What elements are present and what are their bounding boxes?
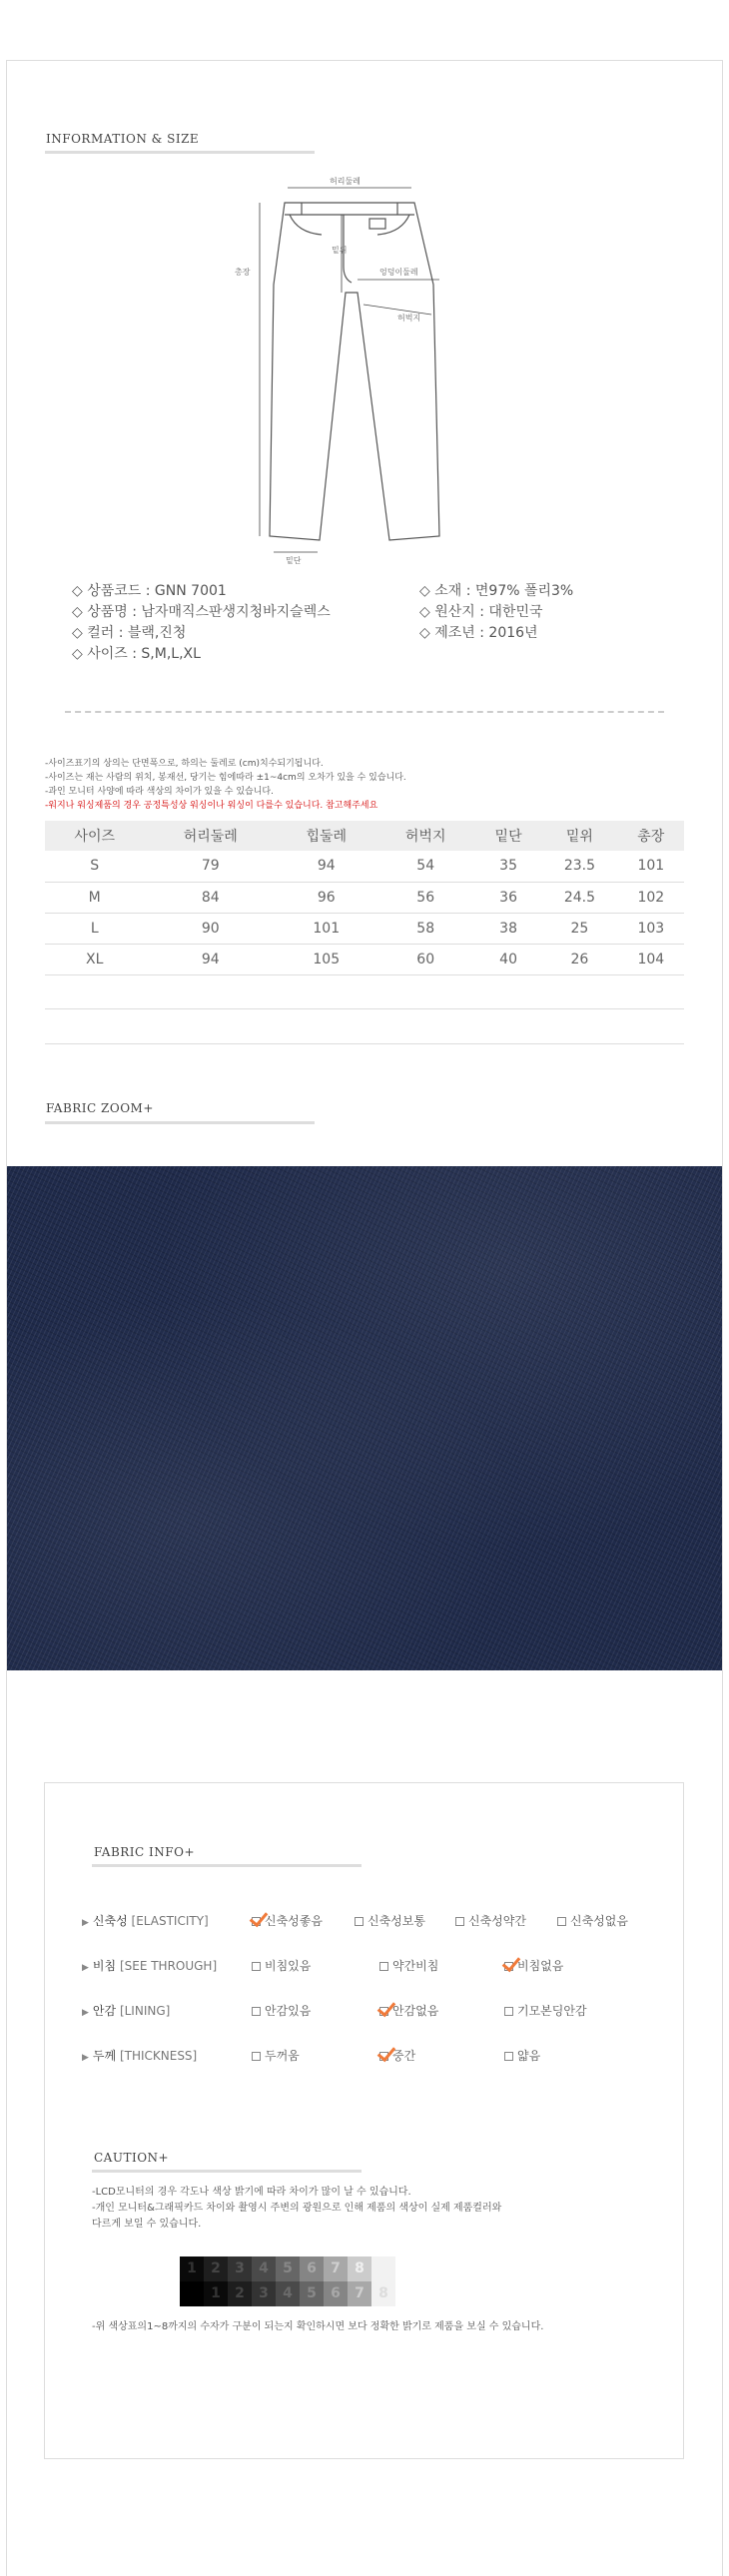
fabric-label-en: [THICKNESS] (119, 2049, 198, 2063)
checkbox-icon (252, 2052, 261, 2061)
option-lining-no (379, 2002, 438, 2019)
table-cell: 35 (475, 851, 541, 882)
header-cell: 힙둘레 (277, 821, 375, 851)
table-cell: 101 (277, 913, 375, 944)
option-elasticity-good (252, 1912, 323, 1929)
caution-line: 다르게 보일 수 있습니다. (92, 2219, 202, 2230)
fabric-row-elasticity (82, 1912, 209, 1929)
header-cell: 밑위 (541, 821, 617, 851)
checkbox-icon (455, 1917, 464, 1926)
product-material: ◇ 소재 : 면97% 폴리3% (419, 583, 574, 599)
arrow-icon: ▶ (82, 2008, 89, 2018)
option-label: 중간 (392, 2049, 416, 2063)
table-cell: 26 (541, 944, 617, 974)
size-notes (45, 757, 406, 813)
table-cell: 56 (375, 882, 474, 913)
brightness-swatch (348, 2256, 371, 2306)
brightness-swatch (228, 2256, 252, 2306)
option-elasticity-normal (355, 1912, 425, 1929)
swatch-number: 8 (355, 2260, 364, 2276)
option-label: 두꺼움 (265, 2049, 300, 2063)
option-thickness-thin (504, 2047, 540, 2064)
swatch-number: 3 (252, 2281, 276, 2306)
option-label: 안감없음 (392, 2004, 439, 2018)
caution-line: -LCD모니터의 경우 각도나 색상 밝기에 따라 차이가 많이 날 수 있습니다. (92, 2187, 411, 2198)
swatch-number: 4 (259, 2260, 269, 2276)
product-code: ◇ 상품코드 : GNN 7001 (72, 583, 227, 599)
product-year: ◇ 제조년 : 2016년 (419, 625, 538, 641)
fabric-zoom-title: FABRIC ZOOM+ (46, 1101, 154, 1115)
table-cell: 54 (375, 851, 474, 882)
table-row (45, 944, 684, 974)
option-label: 비침있음 (265, 1959, 312, 1973)
swatch-number: 5 (283, 2260, 293, 2276)
fabric-label-en: [SEE THROUGH] (119, 1959, 218, 1973)
table-cell: 36 (475, 882, 541, 913)
pants-coin-pocket (369, 219, 385, 229)
option-thickness-medium (379, 2047, 415, 2064)
diagram-label-rise: 밑위 (332, 246, 348, 255)
swatch-number: 5 (300, 2281, 324, 2306)
arrow-icon: ▶ (82, 2053, 89, 2063)
pants-right-pocket (377, 215, 409, 235)
option-label: 약간비침 (392, 1959, 439, 1973)
option-elasticity-slight (455, 1912, 526, 1929)
header-cell: 총장 (618, 821, 684, 851)
fabric-info-title: FABRIC INFO+ (94, 1845, 195, 1859)
table-cell: 94 (144, 944, 277, 974)
table-cell: M (45, 882, 144, 913)
option-see-through-none (504, 1957, 563, 1974)
pants-left-pocket (290, 215, 322, 235)
option-lining-yes (252, 2002, 311, 2019)
table-row (45, 882, 684, 913)
pants-diagram-svg (230, 175, 469, 564)
swatch-number: 2 (211, 2260, 221, 2276)
option-label: 기모본딩안감 (517, 2004, 587, 2018)
fabric-label-en: [ELASTICITY] (131, 1914, 209, 1928)
fabric-label-ko: 신축성 (92, 1914, 128, 1928)
dashed-divider (65, 711, 664, 713)
fabric-info-box (44, 1782, 684, 2459)
header-cell: 사이즈 (45, 821, 144, 851)
brightness-swatch (252, 2256, 276, 2306)
option-label: 신축성보통 (367, 1914, 425, 1928)
table-cell: 38 (475, 913, 541, 944)
table-cell: 24.5 (541, 882, 617, 913)
caution-footer: -위 색상표의1~8까지의 수자가 구분이 되는지 확인하시면 보다 정확한 밝기로 제품을 보실 수 있습니다. (92, 2321, 544, 2332)
table-cell: 84 (144, 882, 277, 913)
size-note-warning: -워지나 워싱제품의 경우 공정특성상 워싱이나 워싱이 다를수 있습니다. 참고해주세요 (45, 801, 378, 811)
size-note: -과인 모니터 사양에 따라 색상의 차이가 있을 수 있습니다. (45, 787, 274, 797)
diagram-label-hip: 엉덩이둘레 (379, 268, 418, 277)
pants-outline (270, 203, 439, 540)
table-cell: XL (45, 944, 144, 974)
table-cell: 101 (618, 851, 684, 882)
table-cell: 58 (375, 913, 474, 944)
table-row (45, 913, 684, 944)
caution-line: -개인 모니터&그래픽카드 차이와 촬영시 주변의 광원으로 인해 제품의 색상이 실제 제품컬러와 (92, 2203, 502, 2214)
caution-rule (92, 2170, 362, 2173)
diagram-label-waist: 허리둘레 (330, 177, 361, 186)
size-note: -사이즈는 재는 사람의 위치, 봉재선, 당기는 힘에따라 ±1~4cm의 오차가 있을 수 있습니다. (45, 773, 406, 783)
swatch-number: 7 (331, 2260, 341, 2276)
fabric-row-thickness (82, 2047, 197, 2064)
fabric-row-lining (82, 2002, 170, 2019)
diagram-label-thigh: 허벅지 (397, 314, 421, 322)
table-cell: 103 (618, 913, 684, 944)
swatch-number: 3 (235, 2260, 245, 2276)
option-lining-fleece (504, 2002, 587, 2019)
option-label: 신축성좋음 (265, 1914, 323, 1928)
checkbox-icon (252, 1962, 261, 1971)
product-color: ◇ 컬러 : 블랙,진청 (72, 625, 187, 641)
checkbox-checked-icon (252, 1917, 261, 1926)
fabric-row-see-through (82, 1957, 217, 1974)
size-table-header (45, 821, 684, 851)
fabric-zoom-rule (45, 1121, 315, 1124)
fabric-label-ko: 비침 (92, 1959, 117, 1973)
swatch-number: 1 (187, 2260, 197, 2276)
option-label: 신축성없음 (570, 1914, 628, 1928)
brightness-swatch (324, 2256, 348, 2306)
info-size-rule (45, 151, 315, 154)
table-cell: 102 (618, 882, 684, 913)
option-thickness-thick (252, 2047, 300, 2064)
product-info-right (419, 581, 573, 644)
table-cell: 23.5 (541, 851, 617, 882)
swatch-number: 7 (348, 2281, 371, 2306)
header-cell: 허리둘레 (144, 821, 277, 851)
table-cell: 25 (541, 913, 617, 944)
diagram-label-hem: 밑단 (286, 556, 302, 564)
swatch-number: 1 (204, 2281, 228, 2306)
size-note: -사이즈표기의 상의는 단면폭으로, 하의는 둘레로 (cm)치수되기됩니다. (45, 759, 324, 769)
option-label: 신축성약간 (468, 1914, 526, 1928)
fabric-label-en: [LINING] (119, 2004, 171, 2018)
fabric-label-ko: 안감 (92, 2004, 117, 2018)
product-info-left (72, 581, 331, 665)
fabric-zoom-image (7, 1166, 722, 1670)
table-cell: 40 (475, 944, 541, 974)
checkbox-icon (504, 2007, 513, 2016)
size-table (45, 821, 684, 975)
swatch-number: 2 (228, 2281, 252, 2306)
brightness-swatch (371, 2256, 395, 2306)
table-cell: 104 (618, 944, 684, 974)
swatch-number: 6 (324, 2281, 348, 2306)
pants-size-diagram (230, 175, 469, 564)
header-cell: 허벅지 (375, 821, 474, 851)
table-cell: 79 (144, 851, 277, 882)
fabric-info-rule (92, 1864, 362, 1867)
table-cell: 94 (277, 851, 375, 882)
header-cell: 밑단 (475, 821, 541, 851)
swatch-number (180, 2281, 204, 2306)
table-cell: S (45, 851, 144, 882)
info-size-title: INFORMATION & SIZE (46, 132, 200, 146)
product-name: ◇ 상품명 : 남자매직스판생지청바지슬렉스 (72, 604, 331, 620)
option-elasticity-none (557, 1912, 628, 1929)
option-label: 안감있음 (265, 2004, 312, 2018)
checkbox-icon (557, 1917, 566, 1926)
checkbox-checked-icon (504, 1962, 513, 1971)
table-cell: 105 (277, 944, 375, 974)
arrow-icon: ▶ (82, 1963, 89, 1973)
checkbox-checked-icon (379, 2007, 388, 2016)
arrow-icon: ▶ (82, 1918, 89, 1928)
swatch-number: 4 (276, 2281, 300, 2306)
option-see-through-yes (252, 1957, 311, 1974)
checkbox-icon (252, 2007, 261, 2016)
table-cell: 60 (375, 944, 474, 974)
table-cell: 90 (144, 913, 277, 944)
swatch-number: 6 (307, 2260, 317, 2276)
checkbox-icon (504, 2052, 513, 2061)
checkbox-icon (379, 1962, 388, 1971)
option-label: 비침없음 (517, 1959, 564, 1973)
brightness-swatch (276, 2256, 300, 2306)
checkbox-icon (355, 1917, 364, 1926)
swatch-number: 8 (371, 2281, 395, 2306)
table-cell: L (45, 913, 144, 944)
product-origin: ◇ 원산지 : 대한민국 (419, 604, 543, 620)
option-label: 얇음 (517, 2049, 541, 2063)
brightness-swatch (180, 2256, 204, 2306)
option-see-through-slight (379, 1957, 438, 1974)
product-sizes: ◇ 사이즈 : S,M,L,XL (72, 646, 201, 662)
table-divider (45, 1008, 684, 1009)
caution-text (92, 2185, 501, 2233)
table-row (45, 851, 684, 882)
caution-title: CAUTION+ (94, 2151, 170, 2165)
table-cell: 96 (277, 882, 375, 913)
fabric-label-ko: 두께 (92, 2049, 117, 2063)
brightness-swatch (204, 2256, 228, 2306)
table-divider (45, 1043, 684, 1044)
checkbox-checked-icon (379, 2052, 388, 2061)
brightness-swatch (300, 2256, 324, 2306)
diagram-label-length: 총장 (235, 268, 251, 277)
